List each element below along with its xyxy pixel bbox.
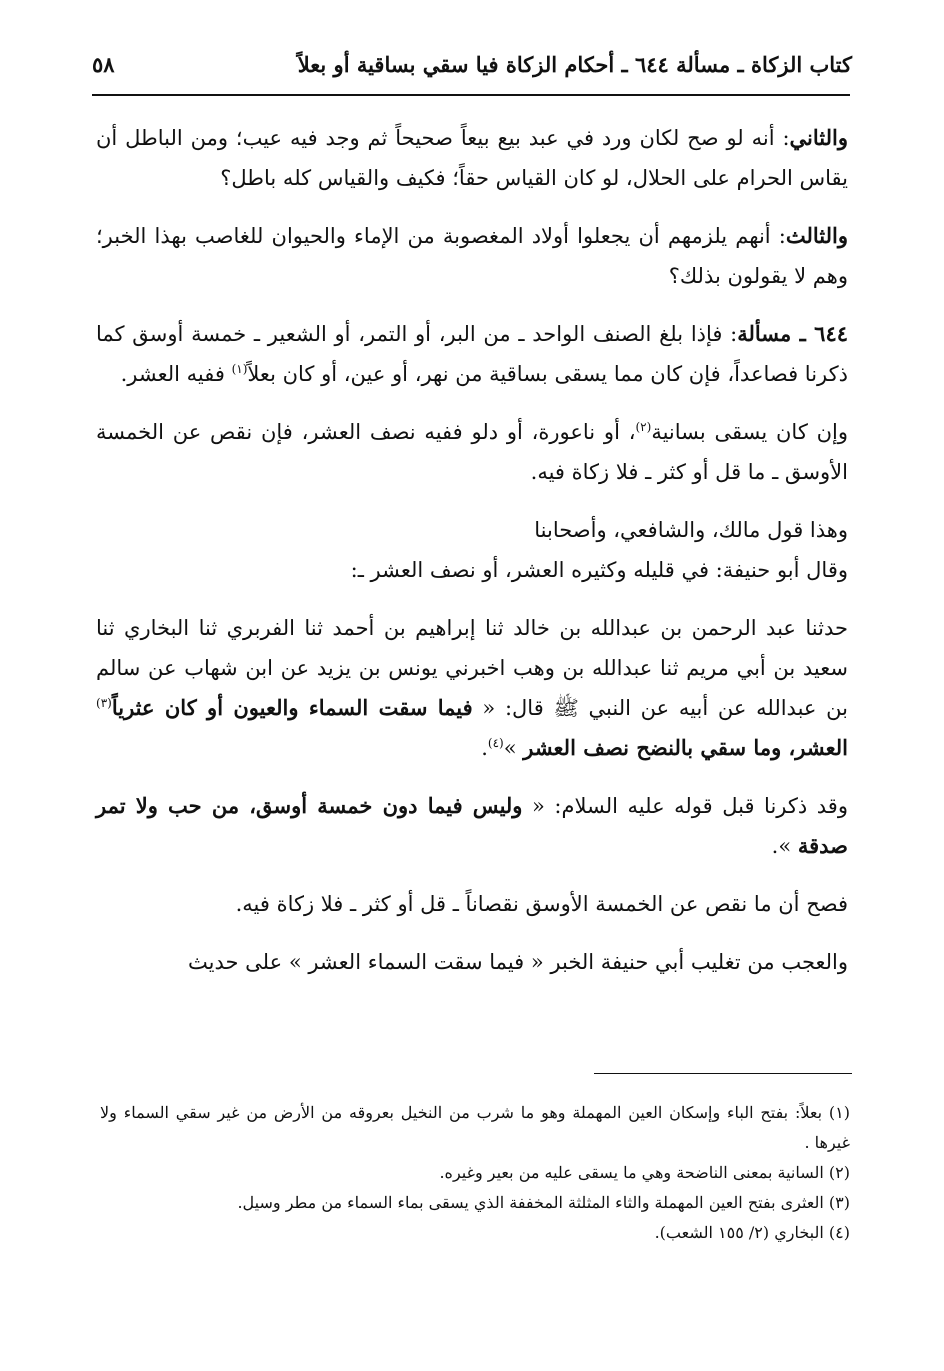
paragraph-hadith-chain [96,608,848,768]
paragraph-irrigation [96,412,848,492]
paragraph-text: : أنه لو صح لكان ورد في عبد بيع بيعاً صحيحاً ثم وجد فيه عيب؛ ومن الباطل أن يقاس الحرام على الحلال، لو كان القياس حقاً؛ فكيف والقياس كله باطل؟ [96,126,848,190]
footnote-ref: (٢) [635,420,652,434]
paragraph-text: حدثنا عبد الرحمن بن عبدالله بن خالد ثنا إبراهيم بن أحمد ثنا الفربري ثنا البخاري ثنا سعيد بن أبي مريم ثنا عبدالله بن وهب اخبرني يونس بن يزيد عن ابن شهاب عن سالم بن عبدالله عن أبيه عن النبي ﷺ قال: « [96,616,848,720]
issue-heading: ٦٤٤ ـ مسألة [737,321,849,346]
paragraph-conclusion: فصح أن ما نقص عن الخمسة الأوسق نقصاناً ـ قل أو كثر ـ فلا زكاة فيه. [235,892,848,916]
running-title: كتاب الزكاة ـ مسألة ٦٤٤ ـ أحكام الزكاة فيا سقي بساقية أو بعلاً [297,52,852,77]
paragraph-issue-644 [96,314,848,394]
footnote-4: (٤) البخاري (٢/ ١٥٥ الشعب). [654,1223,850,1242]
paragraph-lead: والثاني [789,125,848,150]
footnote-ref: (٤) [487,736,504,750]
header-divider [92,94,850,96]
footnote-ref: (٣) [96,696,112,710]
paragraph-wonder: والعجب من تغليب أبي حنيفة الخبر « فيما سقت السماء العشر » على حديث [188,950,848,974]
paragraph-previous-mention [96,786,848,866]
paragraph-text: ففيه العشر. [120,362,232,386]
paragraph-text: : أنهم يلزمهم أن يجعلوا أولاد المغصوبة من الإماء والحيوان للغاصب بهذا الخبر؛ وهم لا يقولون بذلك؟ [96,224,848,288]
paragraph-opinions-line1: وهذا قول مالك، والشافعي، وأصحابنا [534,518,848,542]
paragraph-third-argument [96,216,848,296]
paragraph-text: . [481,736,488,760]
footnote-divider [594,1073,852,1074]
footnote-3: (٣) العثرى بفتح العين المهملة والثاء المثلثة المخففة الذي يسقى بماء السماء من مطر وسيل. [237,1193,850,1212]
paragraph-opinions-line2: وقال أبو حنيفة: في قليله وكثيره العشر، أو نصف العشر ـ: [350,558,848,582]
paragraph-text: : فإذا بلغ الصنف الواحد ـ من البر، أو التمر، أو الشعير ـ خمسة أوسق كما ذكرنا فصاعداً، فإن كان مما يسقى بساقية من نهر، أو عين، أو كان بعلاً [96,322,848,386]
paragraph-text: » [503,736,524,760]
paragraph-text: وقد ذكرنا قبل قوله عليه السلام: « [522,794,848,818]
running-header [92,48,852,88]
footnote-ref: (١) [231,362,248,376]
paragraph-text: ، أو ناعورة، أو دلو ففيه نصف العشر، فإن نقص عن الخمسة الأوسق ـ ما قل أو كثر ـ فلا زكاة فيه. [96,420,848,484]
footnotes [100,1098,850,1248]
paragraph-lead: والثالث [785,223,848,248]
paragraph-text: ». [771,834,798,858]
hadith-quote: وليس فيما دون خمسة أوسق، من حب ولا تمر صدقة [96,793,848,858]
footnote-2: (٢) السانية بمعنى الناضحة وهي ما يسقى عليه من بعير وغيره. [439,1163,850,1182]
footnote-1: (١) بعلاً: بفتح الباء وإسكان العين المهملة وهو ما شرب من النخيل بعروقه من الأرض من غير سقي السماء ولا غيرها . [100,1103,851,1152]
paragraph-text: وإن كان يسقى بسانية [651,420,848,444]
main-text [96,118,848,982]
paragraph-second-argument [96,118,848,198]
hadith-quote: فيما سقت السماء والعيون أو كان عثرياً [111,695,473,720]
hadith-quote: العشر، وما سقي بالنضح نصف العشر [523,735,848,760]
page-number: ٥٨ [92,52,115,77]
